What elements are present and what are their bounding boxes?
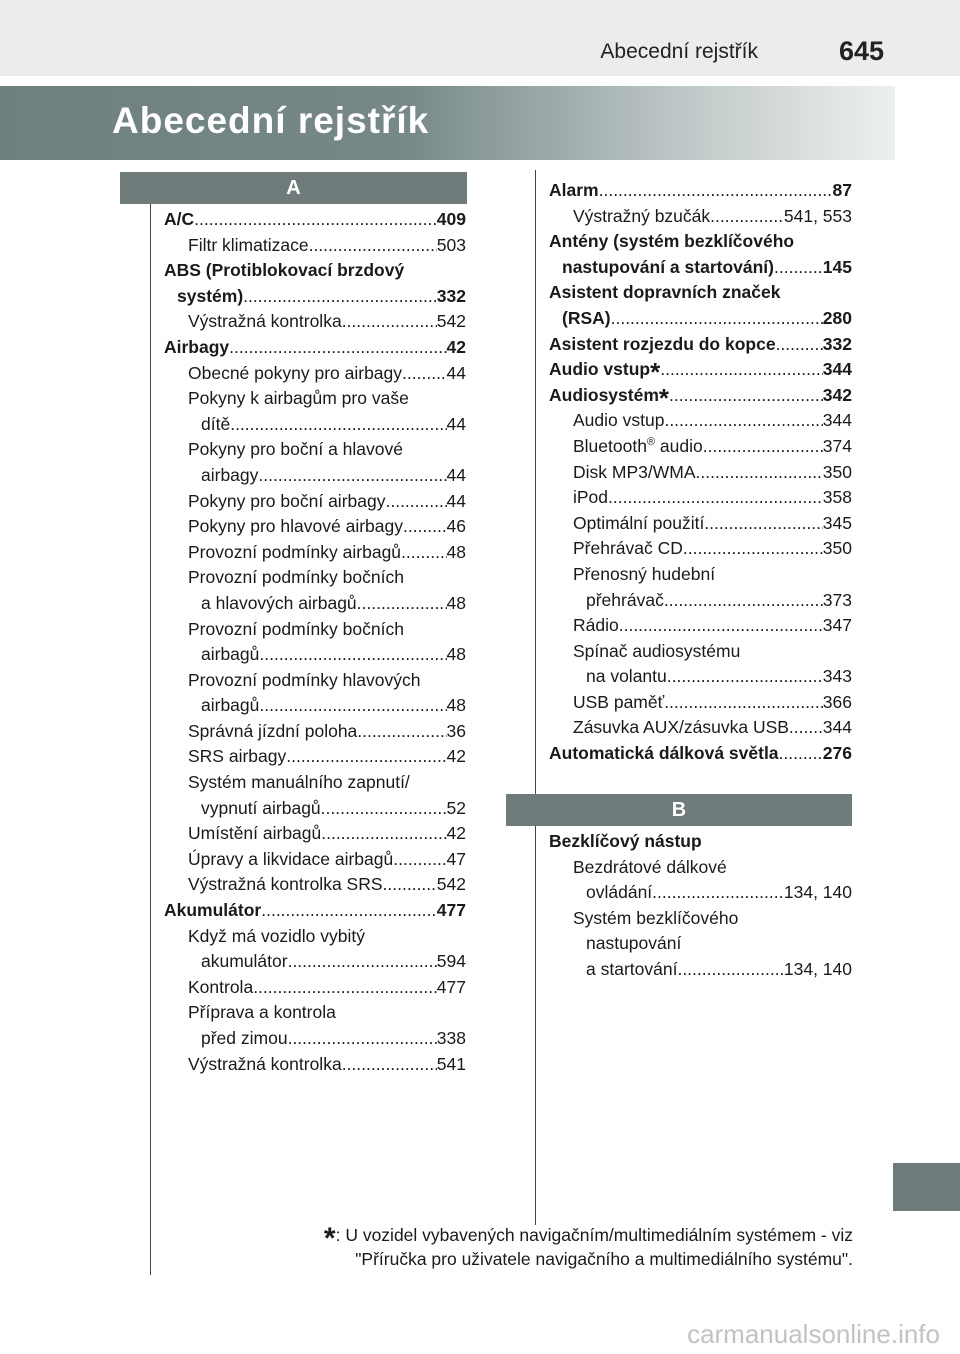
entry-row <box>164 335 466 361</box>
index-entry <box>164 821 466 847</box>
entry-row <box>573 485 852 511</box>
dot-leader <box>669 383 823 409</box>
entry-page: 374 <box>822 435 852 456</box>
section-header-a: A <box>120 172 467 204</box>
index-entry <box>164 258 466 309</box>
entry-page: 42 <box>446 336 466 357</box>
entry-page: 541 <box>436 1053 466 1074</box>
dot-leader <box>321 821 446 847</box>
dot-leader <box>789 715 823 741</box>
entry-page: 276 <box>822 743 852 764</box>
entry-title: Systém manuálního zapnutí/ <box>188 772 410 793</box>
entry-row <box>188 233 466 259</box>
entry-page: 52 <box>446 797 466 818</box>
dot-leader <box>710 204 784 230</box>
dot-leader <box>703 434 823 460</box>
entry-title: USB paměť <box>573 691 665 712</box>
dot-leader <box>309 233 437 259</box>
dot-leader <box>383 872 437 898</box>
entry-row <box>188 872 466 898</box>
dot-leader <box>194 207 437 233</box>
index-entry <box>164 309 466 335</box>
thumb-index-tab <box>893 1163 960 1211</box>
entry-row <box>188 821 466 847</box>
entry-title: Pokyny pro boční airbagy <box>188 490 386 511</box>
entry-page: 48 <box>446 695 466 716</box>
entry-title: ABS (Protiblokovací brzdový <box>164 260 405 281</box>
entry-row <box>573 460 852 486</box>
entry-row <box>188 309 466 335</box>
entry-row <box>549 306 852 332</box>
dot-leader <box>677 957 783 983</box>
index-entry <box>164 872 466 898</box>
asterisk-mark: * <box>658 382 670 413</box>
entry-title: systém) <box>177 285 244 306</box>
entry-title: Bezdrátové dálkové <box>573 856 727 877</box>
entry-row <box>549 741 852 767</box>
asterisk-mark: * <box>650 357 661 388</box>
entry-page: 332 <box>822 333 852 354</box>
entry-title: Provozní podmínky airbagů <box>188 541 402 562</box>
entry-title: Když má vozidlo vybitý <box>188 925 366 946</box>
index-entry <box>164 847 466 873</box>
entry-row <box>188 463 466 489</box>
entry-title: Disk MP3/WMA <box>573 461 696 482</box>
entry-title: Automatická dálková světla <box>549 743 779 764</box>
entry-row <box>188 693 466 719</box>
index-entry <box>164 770 466 821</box>
entry-row <box>573 715 852 741</box>
entry-page: 542 <box>436 311 466 332</box>
index-entry <box>549 332 852 358</box>
entry-title: Audio vstup* <box>549 357 661 388</box>
entry-row <box>573 664 852 690</box>
entry-page: 42 <box>446 746 466 767</box>
entry-title: Provozní podmínky hlavových <box>188 669 421 690</box>
entry-page: 42 <box>446 823 466 844</box>
dot-leader <box>385 489 446 515</box>
dot-leader <box>259 693 446 719</box>
entry-row <box>573 690 852 716</box>
entry-row <box>188 412 466 438</box>
index-entry <box>549 690 852 716</box>
entry-title: Výstražná kontrolka SRS <box>188 874 383 895</box>
entry-title: na volantu <box>586 666 667 687</box>
entry-row <box>549 357 852 388</box>
footnote <box>250 1223 853 1271</box>
dot-leader <box>402 361 447 387</box>
entry-title: vypnutí airbagů <box>201 797 321 818</box>
entry-title: Airbagy <box>164 336 230 357</box>
index-entry <box>549 829 852 855</box>
index-entry <box>164 207 466 233</box>
index-entry <box>164 617 466 668</box>
entry-title: Akumulátor <box>164 900 262 921</box>
entry-title: Výstražná kontrolka <box>188 311 342 332</box>
entry-page: 48 <box>446 644 466 665</box>
dot-leader <box>664 588 823 614</box>
entry-title: Přehrávač CD <box>573 538 683 559</box>
index-entry <box>549 906 852 983</box>
dot-leader <box>652 880 784 906</box>
footnote-line-1: : U vozidel vybavených navigačním/multimediálním systémem - viz <box>335 1225 853 1245</box>
entry-page: 347 <box>822 615 852 636</box>
index-entry <box>549 204 852 230</box>
index-entry <box>164 386 466 437</box>
entry-row <box>549 255 852 281</box>
entry-row <box>188 975 466 1001</box>
index-entry <box>549 715 852 741</box>
index-entry <box>549 485 852 511</box>
entry-title: Provozní podmínky bočních <box>188 567 404 588</box>
entry-page: 48 <box>446 541 466 562</box>
dot-leader <box>619 613 823 639</box>
column-rule-middle <box>535 170 536 1225</box>
entry-row <box>573 957 852 983</box>
entry-page: 44 <box>446 413 466 434</box>
dot-leader <box>611 306 823 332</box>
index-entry <box>164 668 466 719</box>
index-entry <box>549 280 852 331</box>
index-column-left <box>164 207 466 1077</box>
dot-leader <box>357 719 446 745</box>
dot-leader <box>258 463 446 489</box>
entry-title: Obecné pokyny pro airbagy <box>188 362 403 383</box>
entry-title: nastupování a startování) <box>562 256 774 277</box>
entry-page: 344 <box>822 410 852 431</box>
entry-title: Umístění airbagů <box>188 823 322 844</box>
chapter-title: Abecední rejstřík <box>112 100 430 141</box>
index-entry <box>164 898 466 924</box>
entry-title: airbagy <box>201 464 259 485</box>
entry-row <box>188 361 466 387</box>
entry-row <box>188 540 466 566</box>
entry-page: 350 <box>822 538 852 559</box>
entry-row <box>188 489 466 515</box>
index-entry <box>549 408 852 434</box>
entry-page: 594 <box>436 951 466 972</box>
entry-title: iPod <box>573 487 609 508</box>
entry-title: Systém bezklíčového <box>573 907 739 928</box>
index-entry <box>549 536 852 562</box>
chapter-banner <box>0 86 895 160</box>
entry-title: A/C <box>164 209 195 229</box>
index-entry <box>164 489 466 515</box>
entry-row <box>188 1052 466 1078</box>
entry-page: 47 <box>446 848 466 869</box>
entry-title: Bezklíčový nástup <box>549 831 702 851</box>
dot-leader <box>357 591 447 617</box>
section-header-b: B <box>506 794 852 826</box>
entry-page: 345 <box>822 512 852 533</box>
dot-leader <box>660 357 823 383</box>
entry-page: 280 <box>822 307 852 328</box>
dot-leader <box>393 847 446 873</box>
index-entry <box>164 975 466 1001</box>
dot-leader <box>230 412 446 438</box>
entry-title: Rádio <box>573 615 619 636</box>
entry-title: Výstražná kontrolka <box>188 1053 342 1074</box>
dot-leader <box>667 664 823 690</box>
dot-leader <box>664 408 822 434</box>
dot-leader <box>261 898 437 924</box>
entry-title: airbagů <box>201 644 260 665</box>
entry-continuation: nastupování <box>586 933 682 954</box>
entry-page: 44 <box>446 490 466 511</box>
dot-leader <box>288 1026 437 1052</box>
dot-leader <box>401 540 446 566</box>
entry-title: Pokyny k airbagům pro vaše <box>188 388 409 409</box>
entry-row <box>573 613 852 639</box>
index-entry <box>549 639 852 690</box>
entry-page: 338 <box>436 1028 466 1048</box>
entry-page: 373 <box>822 589 852 610</box>
entry-page: 87 <box>832 180 852 200</box>
entry-title: Alarm <box>549 180 599 200</box>
entry-row <box>188 949 466 975</box>
entry-title: akumulátor <box>201 951 288 972</box>
entry-title: Spínač audiosystému <box>573 640 741 661</box>
entry-page: 542 <box>436 874 466 895</box>
dot-leader <box>286 744 446 770</box>
dot-leader <box>696 460 823 486</box>
entry-row <box>573 434 852 460</box>
entry-title: a hlavových airbagů <box>201 592 357 613</box>
dot-leader <box>774 255 823 281</box>
entry-row <box>188 514 466 540</box>
dot-leader <box>776 332 823 358</box>
dot-leader <box>243 284 437 310</box>
entry-page: 145 <box>822 256 852 277</box>
entry-title: Bluetooth® audio <box>573 435 703 456</box>
index-entry <box>549 357 852 388</box>
dot-leader <box>253 975 437 1001</box>
entry-row <box>573 511 852 537</box>
dot-leader <box>608 485 823 511</box>
entry-page: 350 <box>822 461 852 482</box>
entry-page: 503 <box>436 234 466 255</box>
index-entry <box>549 178 852 204</box>
entry-title: Výstražný bzučák <box>573 205 711 226</box>
index-entry <box>164 437 466 488</box>
entry-title: Filtr klimatizace <box>188 234 309 255</box>
entry-page: 358 <box>822 487 852 508</box>
index-column-right <box>549 178 852 767</box>
entry-title: Pokyny pro boční a hlavové <box>188 439 403 460</box>
entry-page: 332 <box>436 285 466 306</box>
top-header-bar <box>0 0 960 76</box>
entry-row <box>573 588 852 614</box>
entry-title: Audio vstup <box>573 410 665 431</box>
entry-row <box>188 1026 466 1052</box>
entry-page: 48 <box>446 592 466 613</box>
entry-page: 477 <box>436 900 466 921</box>
entry-page: 44 <box>446 362 466 383</box>
entry-page: 344 <box>822 359 852 380</box>
index-entry <box>164 540 466 566</box>
index-entry <box>549 382 852 413</box>
index-entry <box>164 719 466 745</box>
entry-page: 134, 140 <box>783 958 852 979</box>
index-entry <box>549 741 852 767</box>
entry-row <box>573 880 852 906</box>
entry-row <box>188 591 466 617</box>
index-entry <box>549 511 852 537</box>
entry-title: Příprava a kontrola <box>188 1002 336 1023</box>
entry-row <box>164 284 466 310</box>
column-rule-left <box>150 203 151 1275</box>
dot-leader <box>259 642 446 668</box>
entry-page: 44 <box>446 464 466 485</box>
index-entry <box>549 460 852 486</box>
entry-title: před zimou <box>201 1028 288 1048</box>
entry-title: (RSA) <box>562 307 611 328</box>
dot-leader <box>321 796 447 822</box>
index-entry <box>164 335 466 361</box>
entry-title: ovládání <box>586 882 653 903</box>
dot-leader <box>403 514 447 540</box>
entry-row <box>188 744 466 770</box>
dot-leader <box>704 511 822 537</box>
index-entry <box>164 361 466 387</box>
entry-row <box>188 847 466 873</box>
entry-row <box>164 207 466 233</box>
index-entry <box>164 1052 466 1078</box>
index-entry <box>164 1000 466 1051</box>
entry-page: 46 <box>446 516 466 537</box>
footnote-line-2: "Příručka pro uživatele navigačního a multimediálního systému". <box>355 1249 853 1269</box>
entry-row <box>188 796 466 822</box>
entry-title: Úpravy a likvidace airbagů <box>188 848 394 869</box>
entry-title: Optimální použití <box>573 512 705 533</box>
entry-row <box>549 332 852 358</box>
entry-page: 477 <box>436 976 466 997</box>
registered-mark: ® <box>646 436 656 449</box>
dot-leader <box>229 335 446 361</box>
entry-title: Kontrola <box>188 976 254 997</box>
entry-page: 342 <box>822 384 852 405</box>
entry-title: Audiosystém* <box>549 382 670 413</box>
entry-row <box>164 898 466 924</box>
entry-page: 343 <box>822 666 852 687</box>
running-title: Abecední rejstřík <box>600 40 758 63</box>
entry-title: Správná jízdní poloha <box>188 720 358 741</box>
index-entry <box>549 434 852 460</box>
entry-row <box>188 719 466 745</box>
entry-row <box>549 178 852 204</box>
index-entry <box>164 924 466 975</box>
entry-title: Asistent rozjezdu do kopce <box>549 333 776 354</box>
entry-title: airbagů <box>201 695 260 716</box>
entry-page: 409 <box>436 209 466 229</box>
entry-row <box>573 204 852 230</box>
index-entry <box>164 233 466 259</box>
index-entry <box>164 565 466 616</box>
index-entry <box>549 855 852 906</box>
entry-title: přehrávač <box>586 589 664 610</box>
entry-title: a startování <box>586 958 678 979</box>
entry-page: 541, 553 <box>783 205 852 226</box>
dot-leader <box>342 309 437 335</box>
index-entry <box>164 744 466 770</box>
entry-row <box>188 642 466 668</box>
dot-leader <box>664 690 823 716</box>
page-number: 645 <box>838 36 884 66</box>
entry-page: 36 <box>446 720 466 741</box>
entry-row <box>549 382 852 413</box>
entry-title: Provozní podmínky bočních <box>188 618 404 639</box>
entry-title: Pokyny pro hlavové airbagy <box>188 516 403 537</box>
dot-leader <box>288 949 437 975</box>
entry-row <box>573 408 852 434</box>
entry-title: SRS airbagy <box>188 746 287 767</box>
dot-leader <box>779 741 823 767</box>
index-entry <box>164 514 466 540</box>
entry-page: 134, 140 <box>783 882 852 903</box>
index-column-right-b <box>549 829 852 983</box>
entry-title: Zásuvka AUX/zásuvka USB <box>573 717 789 738</box>
dot-leader <box>683 536 823 562</box>
dot-leader <box>599 178 833 204</box>
footnote-star: * <box>323 1222 336 1255</box>
dot-leader <box>342 1052 437 1078</box>
index-entry <box>549 613 852 639</box>
entry-page: 344 <box>822 717 852 738</box>
entry-title: dítě <box>201 413 231 434</box>
entry-title: Přenosný hudební <box>573 563 716 584</box>
index-entry <box>549 562 852 613</box>
entry-title: Antény (systém bezklíčového <box>549 231 795 252</box>
index-entry <box>549 229 852 280</box>
entry-row <box>573 536 852 562</box>
entry-title: Asistent dopravních značek <box>549 282 781 303</box>
watermark: carmanualsonline.info <box>687 1319 940 1349</box>
entry-page: 366 <box>822 691 852 712</box>
